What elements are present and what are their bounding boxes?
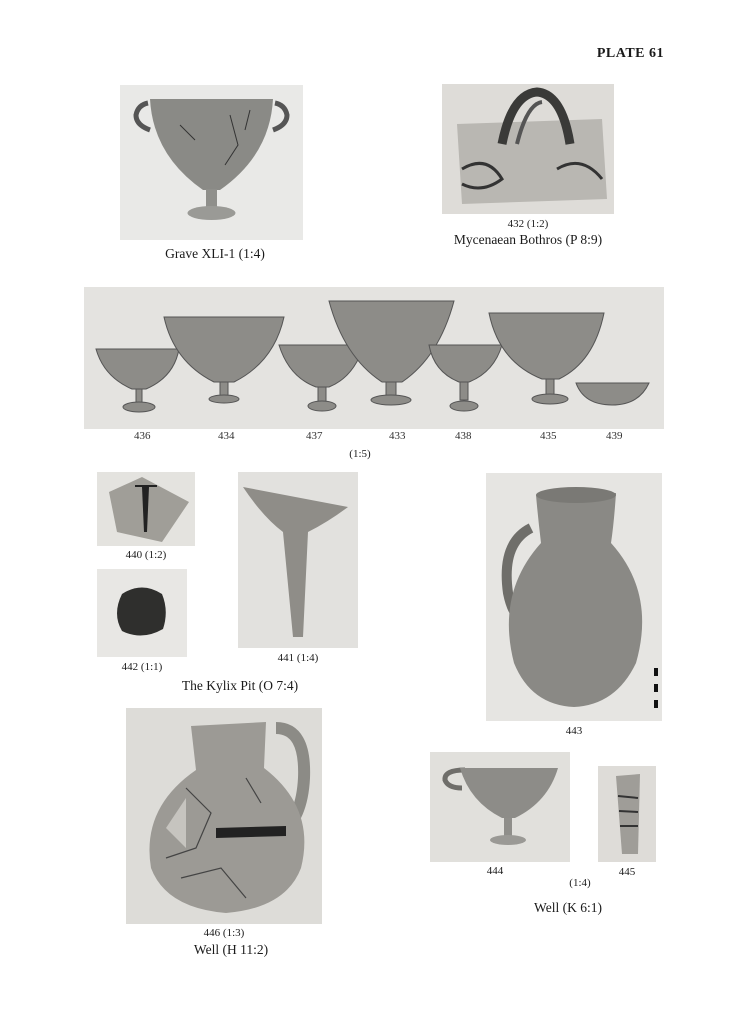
sherd-440-image [97, 472, 195, 546]
row-number: 434 [218, 430, 235, 442]
kylix-row-image [84, 287, 664, 429]
caption-444: 444 [486, 865, 504, 877]
plate-title: PLATE 61 [596, 46, 664, 61]
photo-grave-kylix [120, 85, 303, 240]
kylix-image [120, 85, 303, 240]
photo-440 [97, 472, 195, 546]
row-scale: (1:5) [349, 448, 371, 460]
caption-443: 443 [565, 725, 583, 737]
row-number: 433 [389, 430, 406, 442]
caption-440: 440 (1:2) [125, 549, 167, 561]
photo-442 [97, 569, 187, 657]
photo-kylix-row [84, 287, 664, 429]
kylix-pit-caption: The Kylix Pit (O 7:4) [181, 678, 299, 693]
sherd-445-image [598, 766, 656, 862]
photo-446 [126, 708, 322, 924]
caption-445: 445 [618, 866, 636, 878]
row-number: 438 [455, 430, 472, 442]
bothros-sherd-image [442, 84, 614, 214]
jug-443-image [486, 473, 662, 721]
row-number: 437 [306, 430, 323, 442]
row-number: 436 [134, 430, 151, 442]
grave-caption: Grave XLI-1 (1:4) [165, 246, 265, 261]
well-k-caption: Well (K 6:1) [534, 900, 602, 915]
caption-441: 441 (1:4) [277, 652, 319, 664]
well-k-scale: (1:4) [569, 877, 591, 889]
sherd-442-image [97, 569, 187, 657]
photo-441 [238, 472, 358, 648]
photo-445 [598, 766, 656, 862]
caption-442: 442 (1:1) [121, 661, 163, 673]
stem-441-image [238, 472, 358, 648]
row-number: 435 [540, 430, 557, 442]
row-number: 439 [606, 430, 623, 442]
photo-bothros [442, 84, 614, 214]
bothros-number: 432 (1:2) [507, 218, 549, 230]
kylix-444-image [430, 752, 570, 862]
jug-446-image [126, 708, 322, 924]
photo-444 [430, 752, 570, 862]
photo-443 [486, 473, 662, 721]
caption-446: 446 (1:3) [203, 927, 245, 939]
well-h-caption: Well (H 11:2) [193, 942, 269, 957]
bothros-caption: Mycenaean Bothros (P 8:9) [453, 232, 603, 247]
